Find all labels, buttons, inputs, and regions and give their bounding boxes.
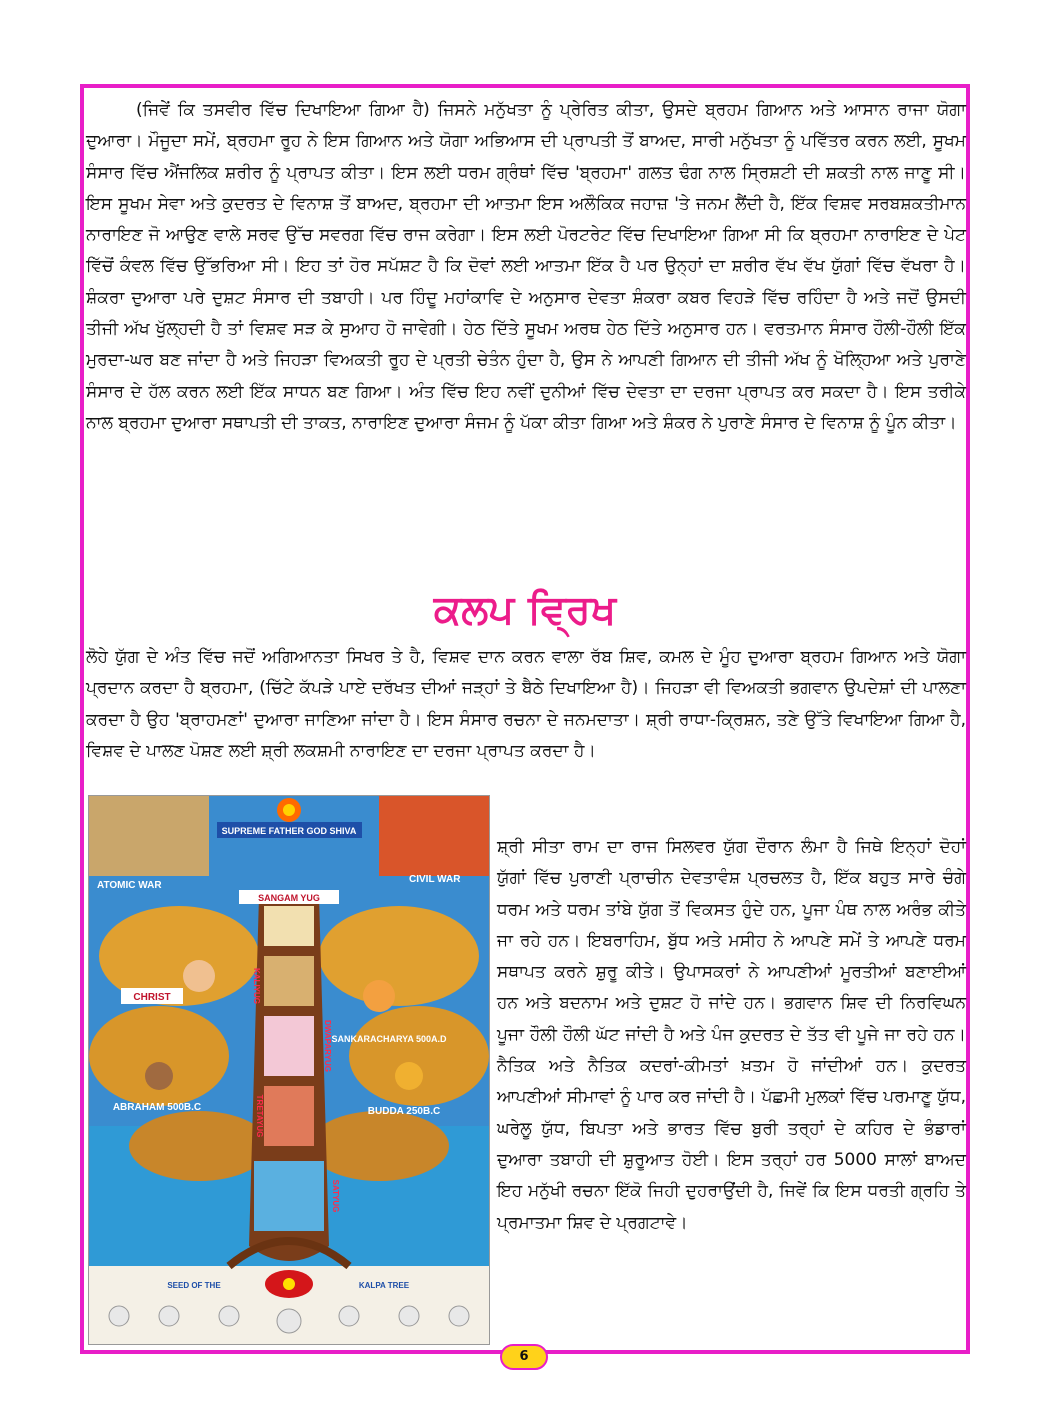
kalpa-tree-label: KALPA TREE bbox=[358, 1281, 410, 1290]
civil-war-scene bbox=[379, 796, 489, 876]
foliage-right-base bbox=[309, 1111, 449, 1181]
dwaparyug-label: DWAPARYUG bbox=[323, 1020, 332, 1072]
christ-figure bbox=[183, 960, 215, 992]
kalpa-tree-drawing bbox=[89, 796, 489, 1344]
foliage-right-lower bbox=[349, 1006, 489, 1106]
kalpa-tree-illustration bbox=[88, 795, 490, 1345]
budda-figure bbox=[395, 1062, 423, 1090]
top-banner-label: SUPREME FATHER GOD SHIVA bbox=[221, 826, 357, 836]
paragraph-2: ਲੋਹੇ ਯੁੱਗ ਦੇ ਅੰਤ ਵਿੱਚ ਜਦੋਂ ਅਗਿਆਨਤਾ ਸਿਖਰ ਤੇ ਹੈ, ਵਿਸ਼ਵ ਦਾਨ ਕਰਨ ਵਾਲਾ ਰੱਬ ਸ਼ਿਵ, ਕਮਲ ਦੇ ਮੂੰਹ ਦੁਆਰਾ ਬ੍ਰਹਮ ਗਿਆਨ ਅਤੇ ਯੋਗਾ ਪ੍ਰਦਾਨ ਕਰਦਾ ਹੈ ਬ੍ਰਹਮਾ, (ਚਿੱਟੇ ਕੱਪੜੇ ਪਾਏ ਦਰੱਖਤ ਦੀਆਂ ਜੜ੍ਹਾਂ ਤੇ ਬੈਠੇ ਦਿਖਾਇਆ ਹੈ)। ਜਿਹੜਾ ਵੀ ਵਿਅਕਤੀ ਭਗਵਾਨ ਉਪਦੇਸ਼ਾਂ ਦੀ ਪਾਲਣਾ ਕਰਦਾ ਹੈ ਉਹ 'ਬ੍ਰਾਹਮਣਾਂ' ਦੁਆਰਾ ਜਾਣਿਆ ਜਾਂਦਾ ਹੈ। ਇਸ ਸੰਸਾਰ ਰਚਨਾ ਦੇ ਜਨਮਦਾਤਾ। ਸ਼੍ਰੀ ਰਾਧਾ-ਕ੍ਰਿਸ਼ਨ, ਤਣੇ ਉੱਤੇ ਵਿਖਾਇਆ ਗਿਆ ਹੈ, ਵਿਸ਼ਵ ਦੇ ਪਾਲਣ ਪੋਸ਼ਣ ਲਈ ਸ਼੍ਰੀ ਲਕਸ਼ਮੀ ਨਾਰਾਇਣ ਦਾ ਦਰਜਾ ਪ੍ਰਾਪਤ ਕਰਦਾ ਹੈ। bbox=[86, 647, 966, 761]
seated-person bbox=[277, 1309, 301, 1333]
atomic-war-label: ATOMIC WAR bbox=[97, 880, 162, 891]
dwaparyug-panel bbox=[264, 1016, 314, 1076]
shiva-core-icon bbox=[283, 804, 295, 816]
seed-light-icon bbox=[283, 1278, 295, 1290]
satyug-label: SATYUG bbox=[331, 1179, 340, 1213]
paragraph-3: ਸ਼੍ਰੀ ਸੀਤਾ ਰਾਮ ਦਾ ਰਾਜ ਸਿਲਵਰ ਯੁੱਗ ਦੌਰਾਨ ਲੰਮਾ ਹੈ ਜਿਥੇ ਇਨ੍ਹਾਂ ਦੋਹਾਂ ਯੁੱਗਾਂ ਵਿੱਚ ਪੁਰਾਣੀ ਪ੍ਰਾਚੀਨ ਦੇਵਤਾਵੰਸ਼ ਪ੍ਰਚਲਤ ਹੈ, ਇੱਕ ਬਹੁਤ ਸਾਰੇ ਚੰਗੇ ਧਰਮ ਅਤੇ ਧਰਮ ਤਾਂਬੇ ਯੁੱਗ ਤੋਂ ਵਿਕਸਤ ਹੁੰਦੇ ਹਨ, ਪੂਜਾ ਪੰਥ ਨਾਲ ਅਰੰਭ ਕੀਤੇ ਜਾ ਰਹੇ ਹਨ। ਇਬਰਾਹਿਮ, ਬੁੱਧ ਅਤੇ ਮਸੀਹ ਨੇ ਆਪਣੇ ਸਮੇਂ ਤੇ ਆਪਣੇ ਧਰਮ ਸਥਾਪਤ ਕਰਨੇ ਸ਼ੁਰੂ ਕੀਤੇ। ਉਪਾਸਕਰਾਂ ਨੇ ਆਪਣੀਆਂ ਮੂਰਤੀਆਂ ਬਣਾਈਆਂ ਹਨ ਅਤੇ ਬਦਨਾਮ ਅਤੇ ਦੁਸ਼ਟ ਹੋ ਜਾਂਦੇ ਹਨ। ਭਗਵਾਨ ਸ਼ਿਵ ਦੀ ਨਿਰਵਿਘਨ ਪੂਜਾ ਹੌਲੀ ਹੌਲੀ ਘੱਟ ਜਾਂਦੀ ਹੈ ਅਤੇ ਪੰਜ ਕੁਦਰਤ ਦੇ ਤੱਤ ਵੀ ਪੂਜੇ ਜਾ ਰਹੇ ਹਨ। ਨੈਤਿਕ ਅਤੇ ਨੈਤਿਕ ਕਦਰਾਂ-ਕੀਮਤਾਂ ਖ਼ਤਮ ਹੋ ਜਾਂਦੀਆਂ ਹਨ। ਕੁਦਰਤ ਆਪਣੀਆਂ ਸੀਮਾਵਾਂ ਨੂੰ ਪਾਰ ਕਰ ਜਾਂਦੀ ਹੈ। ਪੱਛਮੀ ਮੁਲਕਾਂ ਵਿੱਚ ਪਰਮਾਣੂ ਯੁੱਧ, ਘਰੇਲੂ ਯੁੱਧ, ਬਿਪਤਾ ਅਤੇ ਭਾਰਤ ਵਿੱਚ ਬੁਰੀ ਤਰ੍ਹਾਂ ਦੇ ਕਹਿਰ ਦੇ ਭੰਡਾਰਾਂ ਦੁਆਰਾ ਤਬਾਹੀ ਦੀ ਸ਼ੁਰੂਆਤ ਹੋਈ। ਇਸ ਤਰ੍ਹਾਂ ਹਰ 5000 ਸਾਲਾਂ ਬਾਅਦ ਇਹ ਮਨੁੱਖੀ ਰਚਨਾ ਇੱਕੋ ਜਿਹੀ ਦੁਹਰਾਉਂਦੀ ਹੈ, ਜਿਵੇਂ ਕਿ ਇਸ ਧਰਤੀ ਗ੍ਰਹਿ ਤੇ ਪ੍ਰਮਾਤਮਾ ਸ਼ਿਵ ਦੇ ਪ੍ਰਗਟਾਵੇ। bbox=[497, 837, 966, 1233]
kaliyug-panel bbox=[264, 956, 314, 1006]
seated-person bbox=[219, 1306, 239, 1326]
sankaracharya-label: SANKARACHARYA 500A.D bbox=[331, 1034, 447, 1044]
section-heading: ਕਲਪ ਵ੍ਰਿਖ bbox=[433, 587, 617, 633]
seated-person bbox=[159, 1306, 179, 1326]
seated-person bbox=[449, 1306, 469, 1326]
satyug-panel bbox=[254, 1161, 324, 1231]
sangam-yug-label: SANGAM YUG bbox=[258, 893, 320, 903]
seated-person bbox=[339, 1306, 359, 1326]
paragraph-1: (ਜਿਵੇਂ ਕਿ ਤਸਵੀਰ ਵਿੱਚ ਦਿਖਾਇਆ ਗਿਆ ਹੈ) ਜਿਸਨੇ ਮਨੁੱਖਤਾ ਨੂੰ ਪ੍ਰੇਰਿਤ ਕੀਤਾ, ਉਸਦੇ ਬ੍ਰਹਮ ਗਿਆਨ ਅਤੇ ਆਸਾਨ ਰਾਜਾ ਯੋਗਾ ਦੁਆਰਾ। ਮੌਜੂਦਾ ਸਮੇਂ, ਬ੍ਰਹਮਾ ਰੂਹ ਨੇ ਇਸ ਗਿਆਨ ਅਤੇ ਯੋਗਾ ਅਭਿਆਸ ਦੀ ਪ੍ਰਾਪਤੀ ਤੋਂ ਬਾਅਦ, ਸਾਰੀ ਮਨੁੱਖਤਾ ਨੂੰ ਪਵਿੱਤਰ ਕਰਨ ਲਈ, ਸੂਖਮ ਸੰਸਾਰ ਵਿੱਚ ਐਂਜਲਿਕ ਸ਼ਰੀਰ ਨੂੰ ਪ੍ਰਾਪਤ ਕੀਤਾ। ਇਸ ਲਈ ਧਰਮ ਗ੍ਰੰਥਾਂ ਵਿੱਚ 'ਬ੍ਰਹਮਾ' ਗਲਤ ਢੰਗ ਨਾਲ ਸ੍ਰਿਸ਼ਟੀ ਦੀ ਸ਼ਕਤੀ ਨਾਲ ਜਾਣੂ ਸੀ। ਇਸ ਸੂਖਮ ਸੇਵਾ ਅਤੇ ਕੁਦਰਤ ਦੇ ਵਿਨਾਸ਼ ਤੋਂ ਬਾਅਦ, ਬ੍ਰਹਮਾ ਦੀ ਆਤਮਾ ਇਸ ਅਲੌਕਿਕ ਜਹਾਜ਼ 'ਤੇ ਜਨਮ ਲੈਂਦੀ ਹੈ, ਇੱਕ ਵਿਸ਼ਵ ਸਰਬਸ਼ਕਤੀਮਾਨ ਨਾਰਾਇਣ ਜੋ ਆਉਣ ਵਾਲੇ ਸਰਵ ਉੱਚ ਸਵਰਗ ਵਿੱਚ ਰਾਜ ਕਰੇਗਾ। ਇਸ ਲਈ ਪੋਰਟਰੇਟ ਵਿੱਚ ਦਿਖਾਇਆ ਗਿਆ ਸੀ ਕਿ ਬ੍ਰਹਮਾ ਨਾਰਾਇਣ ਦੇ ਪੇਟ ਵਿੱਚੋਂ ਕੰਵਲ ਵਿੱਚ ਉੱਭਰਿਆ ਸੀ। ਇਹ ਤਾਂ ਹੋਰ ਸਪੱਸ਼ਟ ਹੈ ਕਿ ਦੋਵਾਂ ਲਈ ਆਤਮਾ ਇੱਕ ਹੈ ਪਰ ਉਨ੍ਹਾਂ ਦਾ ਸ਼ਰੀਰ ਵੱਖ ਵੱਖ ਯੁੱਗਾਂ ਵਿੱਚ ਵੱਖਰਾ ਹੈ। ਸ਼ੰਕਰਾ ਦੁਆਰਾ ਪਰੇ ਦੁਸ਼ਟ ਸੰਸਾਰ ਦੀ ਤਬਾਹੀ। ਪਰ ਹਿੰਦੂ ਮਹਾਂਕਾਵਿ ਦੇ ਅਨੁਸਾਰ ਦੇਵਤਾ ਸ਼ੰਕਰਾ ਕਬਰ ਵਿਹੜੇ ਵਿੱਚ ਰਹਿੰਦਾ ਹੈ ਅਤੇ ਜਦੋਂ ਉਸਦੀ ਤੀਜੀ ਅੱਖ ਖੁੱਲ੍ਹਦੀ ਹੈ ਤਾਂ ਵਿਸ਼ਵ ਸੜ ਕੇ ਸੁਆਹ ਹੋ ਜਾਵੇਗੀ। ਹੇਠ ਦਿੱਤੇ ਸੂਖਮ ਅਰਥ ਹੇਠ ਦਿੱਤੇ ਅਨੁਸਾਰ ਹਨ। ਵਰਤਮਾਨ ਸੰਸਾਰ ਹੌਲੀ-ਹੌਲੀ ਇੱਕ ਮੁਰਦਾ-ਘਰ ਬਣ ਜਾਂਦਾ ਹੈ ਅਤੇ ਜਿਹੜਾ ਵਿਅਕਤੀ ਰੂਹ ਦੇ ਪ੍ਰਤੀ ਚੇਤੰਨ ਹੁੰਦਾ ਹੈ, ਉਸ ਨੇ ਆਪਣੀ ਗਿਆਨ ਦੀ ਤੀਜੀ ਅੱਖ ਨੂੰ ਖੋਲ੍ਹਿਆ ਅਤੇ ਪੁਰਾਣੇ ਸੰਸਾਰ ਦੇ ਹੱਲ ਕਰਨ ਲਈ ਇੱਕ ਸਾਧਨ ਬਣ ਗਿਆ। ਅੰਤ ਵਿੱਚ ਇਹ ਨਵੀਂ ਦੁਨੀਆਂ ਵਿੱਚ ਦੇਵਤਾ ਦਾ ਦਰਜਾ ਪ੍ਰਾਪਤ ਕਰ ਸਕਦਾ ਹੈ। ਇਸ ਤਰੀਕੇ ਨਾਲ ਬ੍ਰਹਮਾ ਦੁਆਰਾ ਸਥਾਪਤੀ ਦੀ ਤਾਕਤ, ਨਾਰਾਇਣ ਦੁਆਰਾ ਸੰਜਮ ਨੂੰ ਪੱਕਾ ਕੀਤਾ ਗਿਆ ਅਤੇ ਸ਼ੰਕਰ ਨੇ ਪੁਰਾਣੇ ਸੰਸਾਰ ਦੇ ਵਿਨਾਸ਼ ਨੂੰ ਪੂੰਨ ਕੀਤਾ। bbox=[86, 100, 966, 433]
tretayug-panel bbox=[264, 1086, 314, 1146]
atomic-war-scene bbox=[89, 796, 209, 876]
tretayug-label: TRETAYUG bbox=[255, 1094, 264, 1138]
christ-label: CHRIST bbox=[133, 992, 171, 1003]
seed-label: SEED OF THE bbox=[167, 1281, 221, 1290]
seated-person bbox=[399, 1306, 419, 1326]
kaliyug-label: KALIYUG bbox=[252, 968, 261, 1004]
budda-label: BUDDA 250B.C bbox=[367, 1106, 441, 1117]
page-number: 6 bbox=[500, 1344, 548, 1370]
sankaracharya-figure bbox=[363, 980, 395, 1012]
foliage-left-lower bbox=[89, 1006, 229, 1106]
civil-war-label: CIVIL WAR bbox=[409, 874, 461, 885]
foliage-right-upper bbox=[319, 906, 479, 1006]
foliage-left-base bbox=[129, 1111, 269, 1181]
abraham-label: ABRAHAM 500B.C bbox=[112, 1102, 202, 1113]
sangam-panel bbox=[264, 906, 314, 946]
abraham-figure bbox=[145, 1062, 173, 1090]
seated-person bbox=[109, 1306, 129, 1326]
